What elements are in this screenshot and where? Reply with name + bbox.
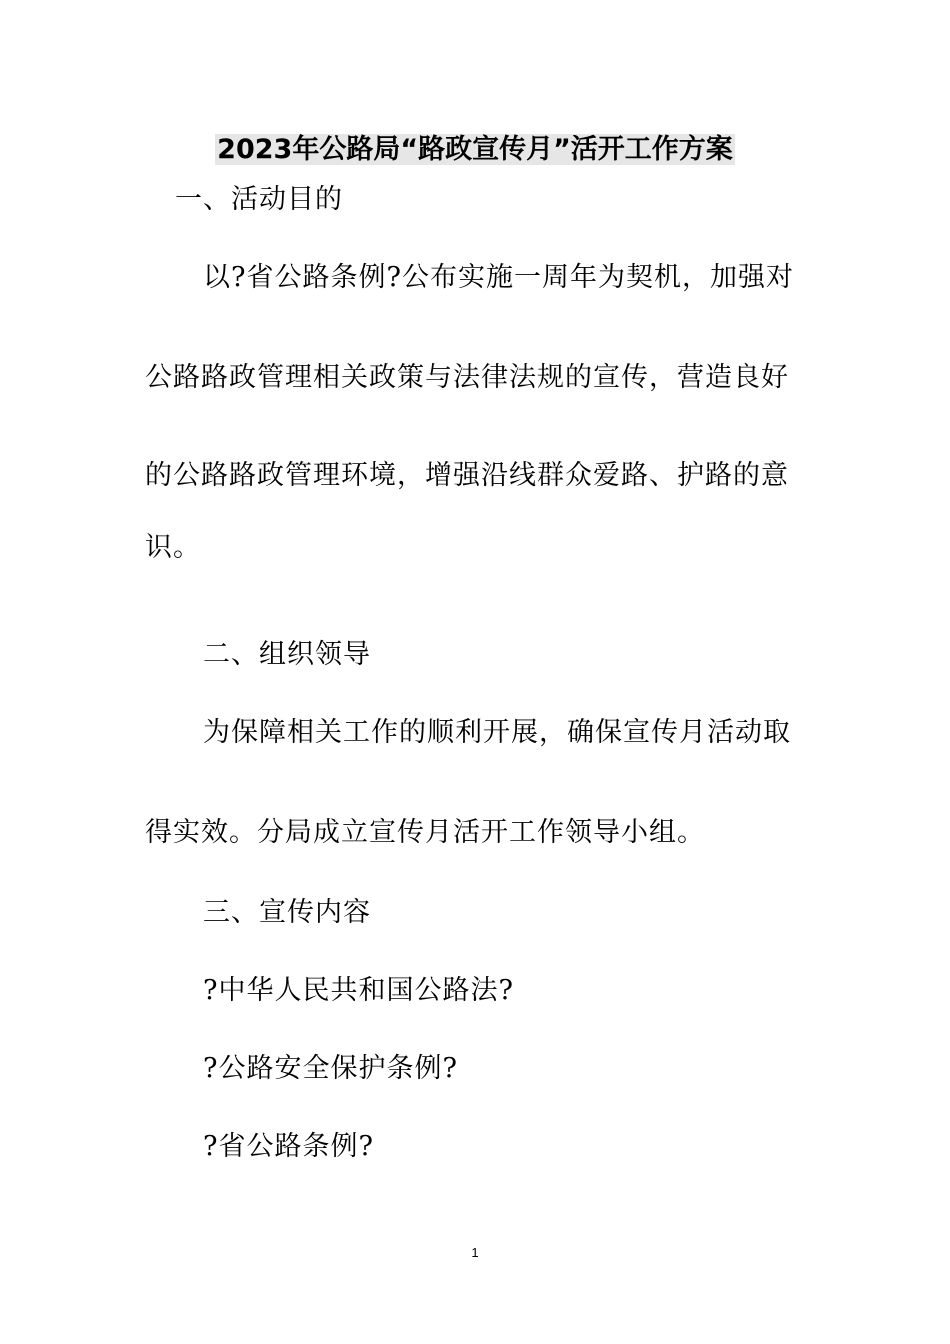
list-item: ?公路安全保护条例?: [203, 1053, 458, 1084]
list-item: ?省公路条例?: [203, 1131, 374, 1162]
document-title-text: 2023年公路局“路政宣传月”活开工作方案: [217, 134, 733, 165]
list-item: ?中华人民共和国公路法?: [203, 975, 514, 1006]
paragraph-line: 的公路路政管理环境，增强沿线群众爱路、护路的意: [145, 460, 789, 491]
paragraph-line: 公路路政管理相关政策与法律法规的宣传，营造良好: [145, 362, 789, 393]
document-title: [0, 130, 950, 170]
section-heading-leadership: 二、组织领导: [203, 639, 371, 670]
section-heading-content: 三、宣传内容: [203, 897, 371, 928]
section-heading-purpose: 一、活动目的: [175, 184, 343, 215]
paragraph-line: 识。: [145, 532, 201, 563]
paragraph-line: 得实效。分局成立宣传月活开工作领导小组。: [145, 817, 705, 848]
paragraph-line: 以?省公路条例?公布实施一周年为契机，加强对: [203, 262, 794, 293]
page-number: 1: [471, 1245, 479, 1260]
paragraph-line: 为保障相关工作的顺利开展，确保宣传月活动取: [203, 717, 791, 748]
